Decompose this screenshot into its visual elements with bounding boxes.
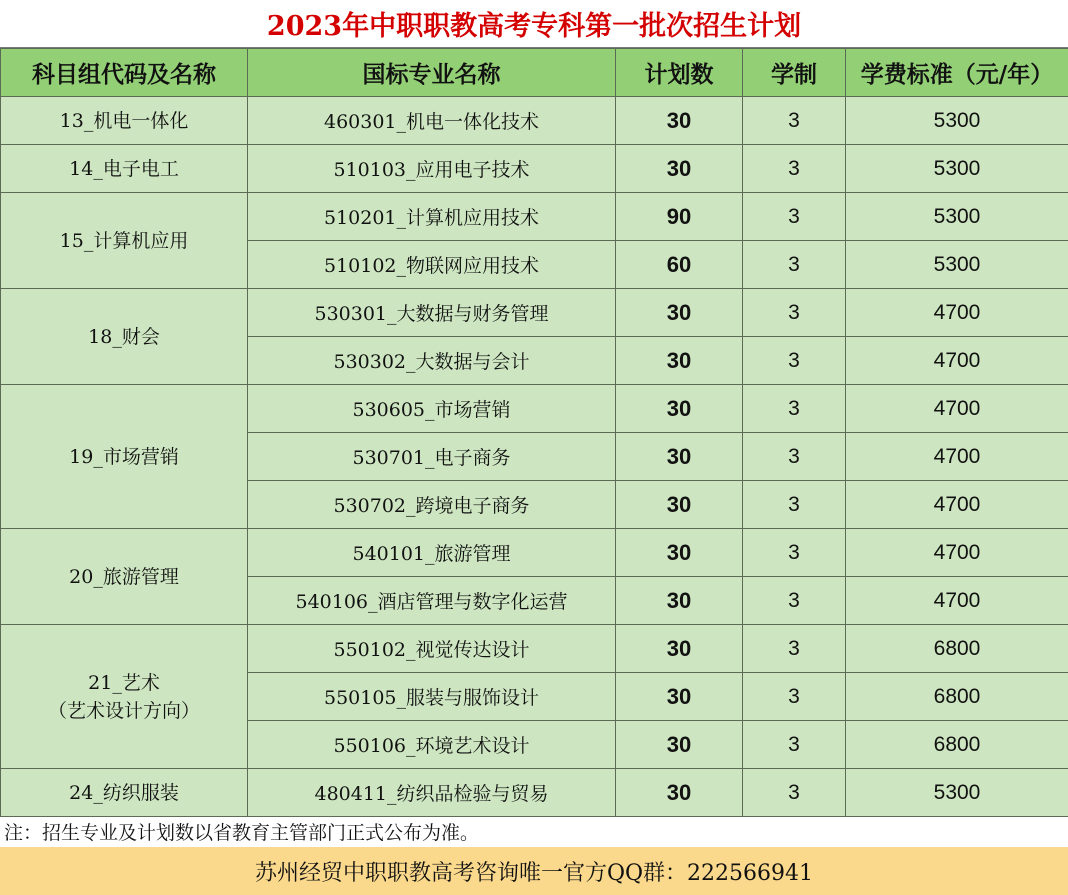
years-cell: 3 — [743, 769, 846, 817]
fee-cell: 4700 — [846, 577, 1068, 625]
major-cell: 530702_跨境电子商务 — [248, 481, 616, 529]
page-title: 2023年中职职教高考专科第一批次招生计划 — [0, 0, 1068, 48]
plan-cell: 30 — [616, 385, 743, 433]
fee-cell: 6800 — [846, 625, 1068, 673]
years-cell: 3 — [743, 241, 846, 289]
table-row — [1, 625, 1068, 673]
table-row — [1, 529, 1068, 577]
plan-cell: 90 — [616, 193, 743, 241]
group-name-line: 15_计算机应用 — [59, 229, 189, 252]
fee-cell: 4700 — [846, 481, 1068, 529]
group-name-line: 14_电子电工 — [69, 157, 179, 180]
major-cell: 530302_大数据与会计 — [248, 337, 616, 385]
fee-cell: 5300 — [846, 769, 1068, 817]
major-cell: 550106_环境艺术设计 — [248, 721, 616, 769]
group-name-line: 21_艺术 — [88, 671, 160, 694]
group-name-line: 20_旅游管理 — [69, 565, 179, 588]
major-cell: 540101_旅游管理 — [248, 529, 616, 577]
years-cell: 3 — [743, 385, 846, 433]
fee-cell: 5300 — [846, 97, 1068, 145]
group-name-cell — [1, 145, 248, 193]
plan-cell: 30 — [616, 625, 743, 673]
years-cell: 3 — [743, 577, 846, 625]
header-years: 学制 — [743, 49, 846, 97]
years-cell: 3 — [743, 481, 846, 529]
major-cell: 530301_大数据与财务管理 — [248, 289, 616, 337]
plan-cell: 30 — [616, 97, 743, 145]
table-row — [1, 97, 1068, 145]
group-name-cell — [1, 97, 248, 145]
header-group: 科目组代码及名称 — [1, 49, 248, 97]
major-cell: 530701_电子商务 — [248, 433, 616, 481]
plan-cell: 30 — [616, 289, 743, 337]
fee-cell: 4700 — [846, 385, 1068, 433]
years-cell: 3 — [743, 529, 846, 577]
table-row — [1, 769, 1068, 817]
fee-cell: 5300 — [846, 241, 1068, 289]
header-plan: 计划数 — [616, 49, 743, 97]
table-row — [1, 193, 1068, 241]
fee-cell: 5300 — [846, 193, 1068, 241]
years-cell: 3 — [743, 289, 846, 337]
fee-cell: 4700 — [846, 289, 1068, 337]
enrollment-plan-table — [0, 48, 1068, 817]
major-cell: 510102_物联网应用技术 — [248, 241, 616, 289]
years-cell: 3 — [743, 721, 846, 769]
group-name-cell — [1, 193, 248, 289]
group-name-cell — [1, 289, 248, 385]
fee-cell: 4700 — [846, 433, 1068, 481]
group-name-line: 13_机电一体化 — [59, 109, 189, 132]
table-row — [1, 289, 1068, 337]
plan-cell: 30 — [616, 673, 743, 721]
table-row — [1, 385, 1068, 433]
years-cell: 3 — [743, 673, 846, 721]
group-name-line: 24_纺织服装 — [69, 781, 179, 804]
years-cell: 3 — [743, 97, 846, 145]
header-major: 国标专业名称 — [248, 49, 616, 97]
plan-cell: 30 — [616, 769, 743, 817]
major-cell: 510103_应用电子技术 — [248, 145, 616, 193]
table-body — [1, 97, 1068, 817]
footnote: 注：招生专业及计划数以省教育主管部门正式公布为准。 — [0, 819, 1068, 847]
group-name-cell — [1, 625, 248, 769]
plan-cell: 30 — [616, 577, 743, 625]
plan-cell: 30 — [616, 337, 743, 385]
group-name-line: 18_财会 — [88, 325, 160, 348]
group-name-line: 19_市场营销 — [69, 445, 179, 468]
group-name-cell — [1, 529, 248, 625]
years-cell: 3 — [743, 193, 846, 241]
major-cell: 460301_机电一体化技术 — [248, 97, 616, 145]
major-cell: 480411_纺织品检验与贸易 — [248, 769, 616, 817]
major-cell: 550105_服装与服饰设计 — [248, 673, 616, 721]
plan-cell: 60 — [616, 241, 743, 289]
plan-cell: 30 — [616, 721, 743, 769]
group-name-cell — [1, 385, 248, 529]
fee-cell: 6800 — [846, 721, 1068, 769]
years-cell: 3 — [743, 625, 846, 673]
header-fee: 学费标准（元/年） — [846, 49, 1068, 97]
plan-cell: 30 — [616, 529, 743, 577]
fee-cell: 6800 — [846, 673, 1068, 721]
table-header-row — [1, 49, 1068, 97]
years-cell: 3 — [743, 337, 846, 385]
plan-cell: 30 — [616, 145, 743, 193]
fee-cell: 4700 — [846, 529, 1068, 577]
table-row — [1, 145, 1068, 193]
fee-cell: 4700 — [846, 337, 1068, 385]
footer-banner: 苏州经贸中职职教高考咨询唯一官方QQ群：222566941 — [0, 847, 1068, 895]
years-cell: 3 — [743, 145, 846, 193]
major-cell: 530605_市场营销 — [248, 385, 616, 433]
plan-cell: 30 — [616, 481, 743, 529]
group-name-cell — [1, 769, 248, 817]
major-cell: 550102_视觉传达设计 — [248, 625, 616, 673]
fee-cell: 5300 — [846, 145, 1068, 193]
major-cell: 540106_酒店管理与数字化运营 — [248, 577, 616, 625]
years-cell: 3 — [743, 433, 846, 481]
plan-cell: 30 — [616, 433, 743, 481]
major-cell: 510201_计算机应用技术 — [248, 193, 616, 241]
group-name-line: （艺术设计方向） — [47, 699, 200, 722]
